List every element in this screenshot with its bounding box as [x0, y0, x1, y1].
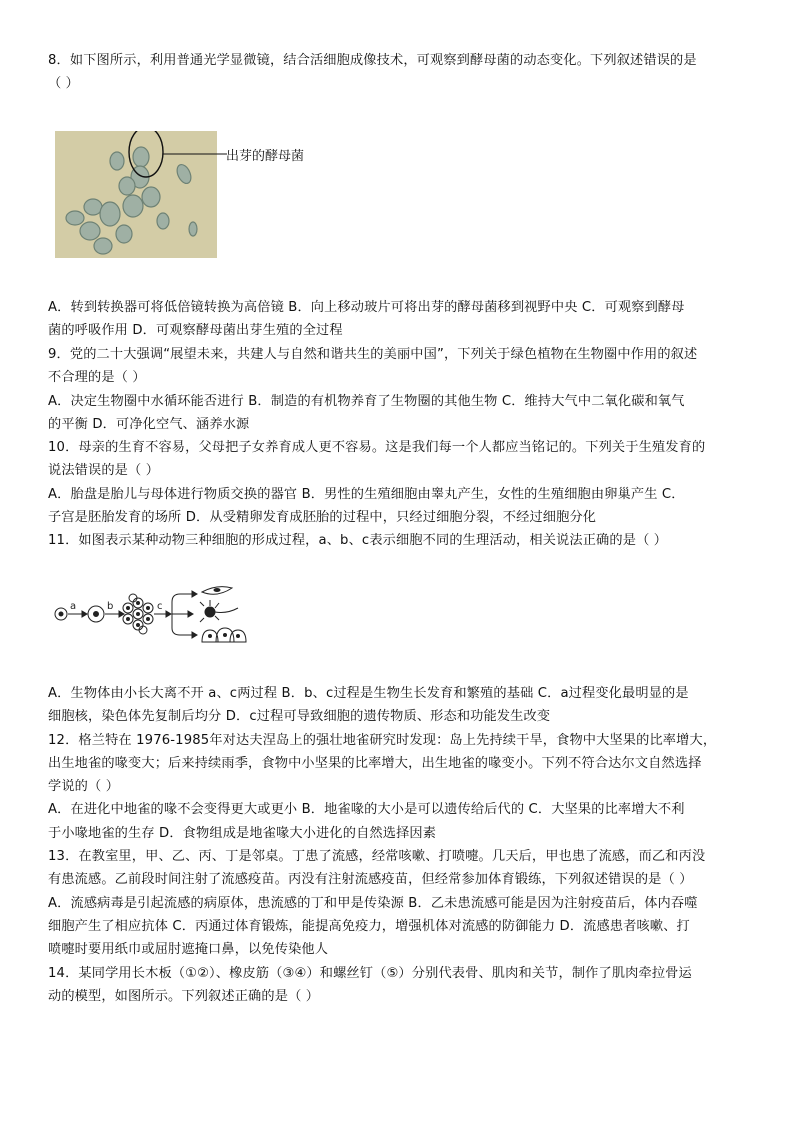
q14-stem-line2: 动的模型，如图所示。下列叙述正确的是（ ） [48, 989, 320, 1004]
q10-stem-line1: 10．母亲的生育不容易，父母把子女养育成人更不容易。这是我们每一个人都应当铭记的。下列关于生殖发育的 [48, 440, 706, 455]
label-c: c [157, 601, 163, 612]
q11-stem-line1: 11．如图表示某种动物三种细胞的形成过程，a、b、c表示细胞不同的生理活动，相关说法正确的是（ ） [48, 533, 668, 548]
q11-options-line2: 细胞核，染色体先复制后均分 D．c过程可导致细胞的遗传物质、形态和功能发生改变 [48, 709, 551, 724]
q10-options-line1: A．胎盘是胎儿与母体进行物质交换的器官 B．男性的生殖细胞由睾丸产生，女性的生殖细胞由卵巢产生 C． [48, 487, 685, 502]
cell-process-diagram [52, 578, 252, 654]
q10-options-line2: 子宫是胚胎发育的场所 D．从受精卵发育成胚胎的过程中，只经过细胞分裂，不经过细胞分化 [48, 510, 597, 525]
budding-yeast-label: 出芽的酵母菌 [226, 149, 305, 164]
q12-options-line2: 于小喙地雀的生存 D．食物组成是地雀喙大小进化的自然选择因素 [48, 826, 437, 841]
label-b: b [107, 601, 114, 612]
q14-stem-line1: 14．某同学用长木板（①②）、橡皮筋（③④）和螺丝钉（⑤）分别代表骨、肌肉和关节，制作了肌肉牵拉骨运 [48, 966, 692, 981]
q13-options-line1: A．流感病毒是引起流感的病原体，患流感的丁和甲是传染源 B．乙未患流感可能是因为注射疫苗后，体内吞噬 [48, 896, 698, 911]
yeast-micrograph-image [55, 131, 217, 258]
q8-options-line2: 菌的呼吸作用 D．可观察酵母菌出芽生殖的全过程 [48, 323, 343, 338]
q9-options-line1: A．决定生物圈中水循环能否进行 B．制造的有机物养育了生物圈的其他生物 C．维持大气中二氧化碳和氧气 [48, 394, 685, 409]
q9-options-line2: 的平衡 D．可净化空气、涵养水源 [48, 417, 250, 432]
q13-options-line2: 细胞产生了相应抗体 C．丙通过体育锻炼，能提高免疫力，增强机体对流感的防御能力 D．流感患者咳嗽、打 [48, 919, 690, 934]
q8-stem-line2: （ ） [48, 76, 80, 91]
q13-stem-line1: 13．在教室里，甲、乙、丙、丁是邻桌。丁患了流感，经常咳嗽、打喷嚏。几天后，甲也患了流感，而乙和丙没 [48, 849, 706, 864]
q12-stem-line2: 出生地雀的喙变大；后来持续雨季，食物中小坚果的比率增大，出生地雀的喙变小。下列不符合达尔文自然选择 [48, 756, 702, 771]
q11-options-line1: A．生物体由小长大离不开 a、c两过程 B．b、c过程是生物生长发育和繁殖的基础 C．a过程变化最明显的是 [48, 686, 689, 701]
q12-stem-line3: 学说的（ ） [48, 779, 120, 794]
q13-stem-line2: 有患流感。乙前段时间注射了流感疫苗。丙没有注射流感疫苗，但经常参加体育锻练，下列叙述错误的是（ ） [48, 872, 693, 887]
cell-process-svg [52, 578, 252, 654]
q12-options-line1: A．在进化中地雀的喙不会变得更大或更小 B．地雀喙的大小是可以遗传给后代的 C．大坚果的比率增大不利 [48, 802, 685, 817]
label-a: a [70, 601, 77, 612]
q12-stem-line1: 12．格兰特在 1976-1985年对达夫涅岛上的强壮地雀研究时发现：岛上先持续干旱，食物中大坚果的比率增大， [48, 733, 717, 748]
q9-stem-line2: 不合理的是（ ） [48, 370, 146, 385]
q10-stem-line2: 说法错误的是（ ） [48, 463, 160, 478]
q9-stem-line1: 9．党的二十大强调“展望未来，共建人与自然和谐共生的美丽中国”，下列关于绿色植物在生物圈中作用的叙述 [48, 347, 698, 362]
q8-options-line1: A．转到转换器可将低倍镜转换为高倍镜 B．向上移动玻片可将出芽的酵母菌移到视野中央 C．可观察到酵母 [48, 300, 685, 315]
q13-options-line3: 喷嚏时要用纸巾或屈肘遮掩口鼻，以免传染他人 [48, 942, 329, 957]
yeast-micrograph [55, 131, 217, 258]
q8-stem-line1: 8．如下图所示，利用普通光学显微镜，结合活细胞成像技术，可观察到酵母菌的动态变化。下列叙述错误的是 [48, 53, 697, 68]
